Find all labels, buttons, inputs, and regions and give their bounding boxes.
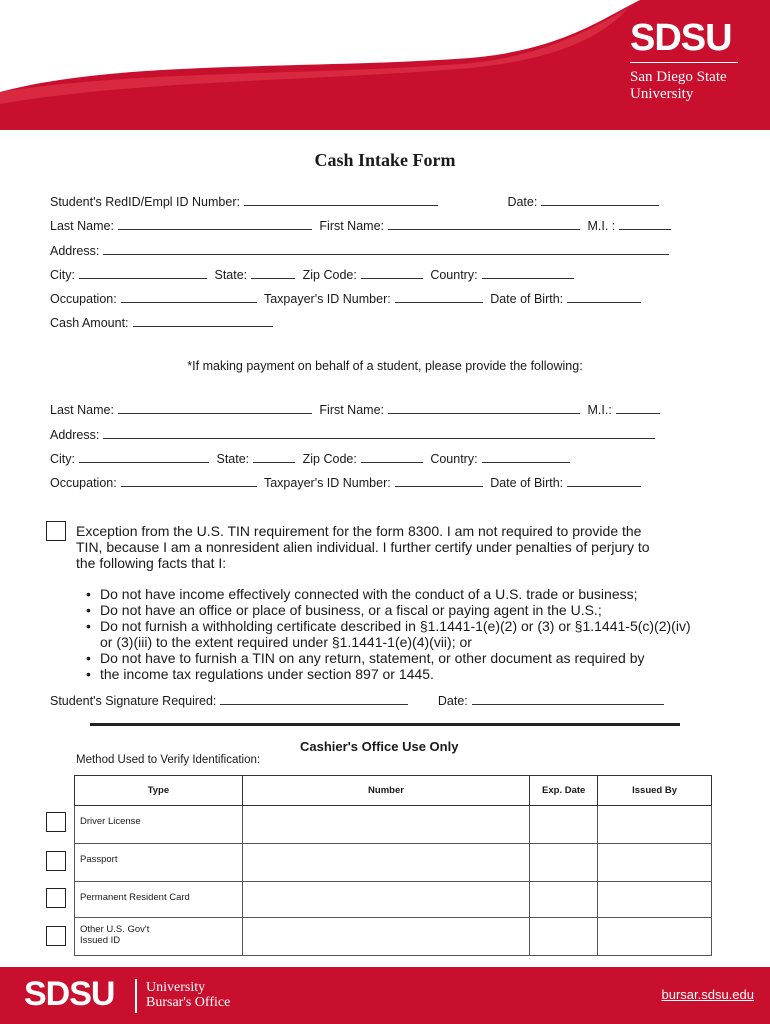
table-row <box>75 844 712 882</box>
col-exp-date: Exp. Date <box>530 776 598 806</box>
issued-by-cell[interactable] <box>598 806 712 844</box>
behalf-address-field[interactable] <box>103 427 655 439</box>
behalf-last-name-field[interactable] <box>118 402 312 414</box>
zip-field[interactable] <box>361 267 423 279</box>
bullet-item: • Do not have an office or place of business, or a fiscal or paying agent in the U.S.; <box>86 602 602 618</box>
city-label: City: <box>50 268 75 282</box>
last-name-label: Last Name: <box>50 219 114 233</box>
behalf-taxpayer-id-field[interactable] <box>395 475 483 487</box>
resident-card-checkbox[interactable] <box>46 888 66 908</box>
taxpayer-id-label: Taxpayer's ID Number: <box>263 292 391 306</box>
bullet-item: • Do not furnish a withholding certificate described in §1.1441-1(e)(2) or (3) or §1.1441-5(c)(2)(iv) <box>86 618 691 634</box>
sdsu-logo <box>630 18 738 103</box>
behalf-state-field[interactable] <box>253 451 295 463</box>
behalf-mi-label: M.I.: <box>587 403 612 417</box>
behalf-zip-field[interactable] <box>361 451 423 463</box>
tin-bullets <box>86 586 706 682</box>
behalf-city-label: City: <box>50 452 75 466</box>
cashier-title: Cashier's Office Use Only <box>300 739 459 754</box>
footer-sub2: Bursar's Office <box>146 995 231 1010</box>
col-number: Number <box>242 776 529 806</box>
number-cell[interactable] <box>242 844 529 882</box>
section-divider <box>90 723 680 726</box>
behalf-address-label: Address: <box>50 428 100 442</box>
behalf-note: *If making payment on behalf of a student, please provide the following: <box>187 359 583 373</box>
date-field[interactable] <box>541 194 659 206</box>
signature-label: Student's Signature Required: <box>50 694 217 708</box>
mi-field[interactable] <box>619 218 671 230</box>
logo-line1: San Diego State <box>630 69 727 85</box>
occupation-field[interactable] <box>121 291 257 303</box>
behalf-state-label: State: <box>216 452 250 466</box>
method-label: Method Used to Verify Identification: <box>76 754 261 766</box>
logo-wordmark: SDSU <box>630 17 732 59</box>
tin-line2: TIN, because I am a nonresident alien individual. I further certify under penalties of perjury to <box>76 539 650 555</box>
logo-line2: University <box>630 86 694 102</box>
behalf-dob-field[interactable] <box>567 475 641 487</box>
header-banner <box>0 0 770 130</box>
behalf-row-occupation <box>50 475 645 491</box>
behalf-country-label: Country: <box>430 452 478 466</box>
behalf-first-name-label: First Name: <box>319 403 384 417</box>
behalf-mi-field[interactable] <box>616 402 660 414</box>
table-row <box>75 806 712 844</box>
cash-amount-label: Cash Amount: <box>50 316 129 330</box>
footer-banner <box>0 967 770 1024</box>
exp-date-cell[interactable] <box>530 918 598 956</box>
exp-date-cell[interactable] <box>530 806 598 844</box>
signature-date-label: Date: <box>437 694 468 708</box>
bullet-item: • Do not have income effectively connected with the conduct of a U.S. trade or business; <box>86 586 638 602</box>
row-address <box>50 243 673 259</box>
mi-label: M.I. : <box>587 219 616 233</box>
type-line1: Other U.S. Gov't <box>80 924 150 935</box>
bullet-item: • Do not have to furnish a TIN on any return, statement, or other document as required by <box>86 650 645 666</box>
zip-label: Zip Code: <box>302 268 357 282</box>
behalf-row-address <box>50 427 659 443</box>
id-verification-table <box>74 775 712 956</box>
city-field[interactable] <box>79 267 207 279</box>
type-cell: Passport <box>75 844 243 882</box>
behalf-first-name-field[interactable] <box>388 402 580 414</box>
issued-by-cell[interactable] <box>598 918 712 956</box>
first-name-label: First Name: <box>319 219 384 233</box>
table-header-row <box>75 776 712 806</box>
behalf-zip-label: Zip Code: <box>302 452 357 466</box>
bullet-item-continued: or (3)(iii) to the extent required under §1.1441-1(e)(4)(vii); or <box>100 634 472 650</box>
row-occupation <box>50 291 645 307</box>
exp-date-cell[interactable] <box>530 844 598 882</box>
passport-checkbox[interactable] <box>46 851 66 871</box>
issued-by-cell[interactable] <box>598 882 712 918</box>
country-field[interactable] <box>482 267 574 279</box>
address-field[interactable] <box>103 243 669 255</box>
number-cell[interactable] <box>242 918 529 956</box>
footer-url-link[interactable]: bursar.sdsu.edu <box>661 987 754 1002</box>
dob-label: Date of Birth: <box>490 292 564 306</box>
behalf-country-field[interactable] <box>482 451 570 463</box>
number-cell[interactable] <box>242 882 529 918</box>
signature-field[interactable] <box>220 693 408 705</box>
type-cell: Permanent Resident Card <box>75 882 243 918</box>
country-label: Country: <box>430 268 478 282</box>
bullet-item: • the income tax regulations under section 897 or 1445. <box>86 666 434 682</box>
state-field[interactable] <box>251 267 295 279</box>
occupation-label: Occupation: <box>50 292 117 306</box>
col-type: Type <box>75 776 243 806</box>
behalf-occupation-label: Occupation: <box>50 476 117 490</box>
issued-by-cell[interactable] <box>598 844 712 882</box>
drivers-license-checkbox[interactable] <box>46 812 66 832</box>
last-name-field[interactable] <box>118 218 312 230</box>
tin-exception-text <box>76 523 696 571</box>
logo-rule <box>630 62 738 63</box>
behalf-taxpayer-id-label: Taxpayer's ID Number: <box>263 476 391 490</box>
tin-line1: Exception from the U.S. TIN requirement for the form 8300. I am not required to provide the <box>76 523 642 539</box>
state-label: State: <box>214 268 248 282</box>
row-signature <box>50 693 668 709</box>
footer-office <box>146 980 230 1010</box>
type-cell: Driver License <box>75 806 243 844</box>
dob-field[interactable] <box>567 291 641 303</box>
table-row <box>75 882 712 918</box>
tin-exception-checkbox[interactable] <box>46 521 66 541</box>
signature-date-field[interactable] <box>472 693 664 705</box>
row-cash <box>50 315 277 331</box>
other-id-checkbox[interactable] <box>46 926 66 946</box>
footer-logo: SDSU <box>24 975 115 1013</box>
number-cell[interactable] <box>242 806 529 844</box>
behalf-row-city <box>50 451 574 467</box>
date-label: Date: <box>507 195 538 209</box>
cash-amount-field[interactable] <box>133 315 273 327</box>
row-name <box>50 218 675 234</box>
taxpayer-id-field[interactable] <box>395 291 483 303</box>
tin-line3: the following facts that I: <box>76 555 227 571</box>
footer-sub1: University <box>146 980 206 995</box>
redid-field[interactable] <box>244 194 438 206</box>
behalf-dob-label: Date of Birth: <box>490 476 564 490</box>
exp-date-cell[interactable] <box>530 882 598 918</box>
behalf-row-name <box>50 402 664 418</box>
row-redid <box>50 194 663 210</box>
col-issued-by: Issued By <box>598 776 712 806</box>
redid-label: Student's RedID/Empl ID Number: <box>50 195 240 209</box>
row-city <box>50 267 578 283</box>
table-row <box>75 918 712 956</box>
behalf-occupation-field[interactable] <box>121 475 257 487</box>
footer-separator <box>135 979 137 1013</box>
address-label: Address: <box>50 244 100 258</box>
first-name-field[interactable] <box>388 218 580 230</box>
behalf-last-name-label: Last Name: <box>50 403 114 417</box>
type-cell <box>75 918 243 956</box>
form-title: Cash Intake Form <box>314 150 456 170</box>
type-line2: Issued ID <box>80 935 121 946</box>
behalf-city-field[interactable] <box>79 451 209 463</box>
